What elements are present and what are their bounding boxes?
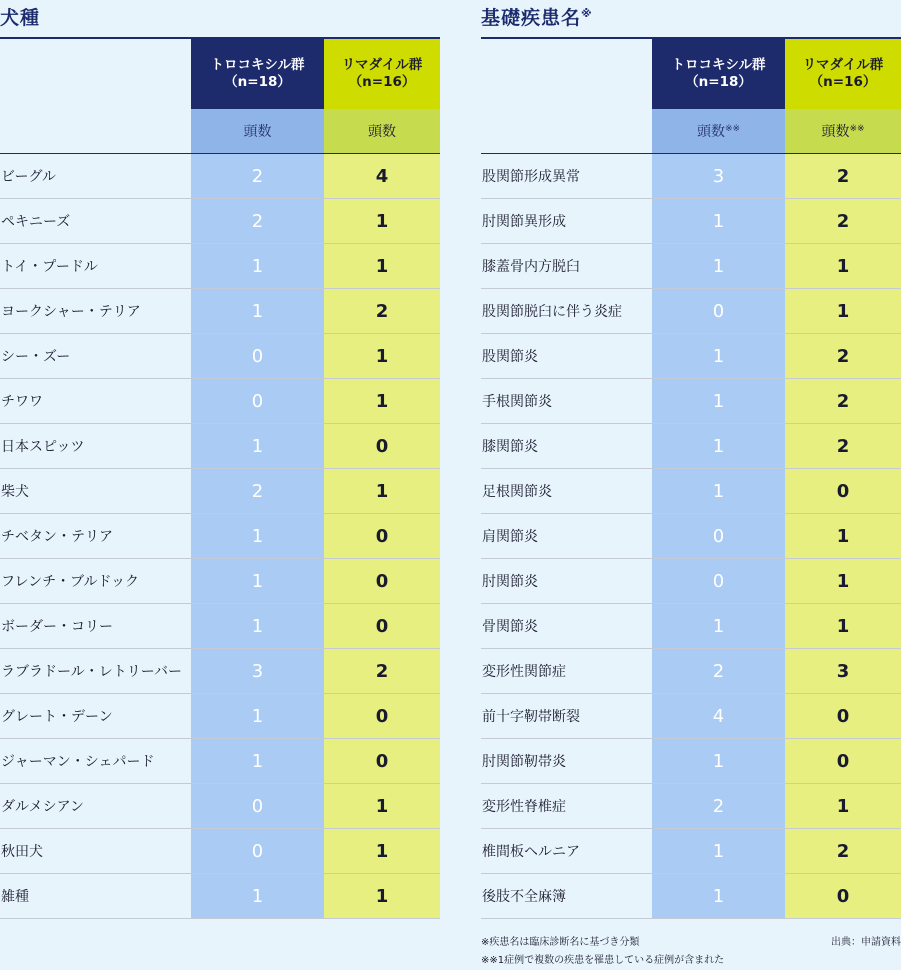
rima-unit-header: 頭数: [324, 109, 440, 154]
troc-count: 1: [191, 244, 324, 289]
rima-count: 0: [785, 694, 901, 739]
rima-count: 2: [785, 334, 901, 379]
troc-count: 1: [191, 874, 324, 919]
row-label: 前十字靭帯断裂: [481, 694, 652, 739]
table-row: [481, 289, 901, 334]
troc-count: 0: [652, 514, 785, 559]
rima-count: 1: [785, 514, 901, 559]
troc-count: 1: [652, 199, 785, 244]
rima-count: 1: [785, 559, 901, 604]
table-row: [0, 289, 440, 334]
rima-group-header: リマダイル群 （n=16）: [324, 39, 440, 109]
rima-unit-header: 頭数※※: [785, 109, 901, 154]
rima-count: 0: [324, 739, 440, 784]
table-row: [0, 469, 440, 514]
row-label: グレート・デーン: [0, 694, 191, 739]
table-row: [0, 784, 440, 829]
row-label: チワワ: [0, 379, 191, 424]
row-label: 股関節形成異常: [481, 154, 652, 199]
troc-count: 1: [652, 244, 785, 289]
rima-count: 1: [324, 829, 440, 874]
row-label: シー・ズー: [0, 334, 191, 379]
rima-count: 0: [785, 469, 901, 514]
disease-section-title: 基礎疾患名※: [481, 7, 593, 29]
breed-table: [0, 37, 440, 919]
table-row: [481, 199, 901, 244]
rima-count: 1: [324, 379, 440, 424]
table-row: [0, 559, 440, 604]
row-label: 膝関節炎: [481, 424, 652, 469]
troc-count: 2: [191, 199, 324, 244]
source-note: 出典：申請資料: [831, 937, 901, 948]
rima-count: 0: [785, 874, 901, 919]
row-label: ジャーマン・シェパード: [0, 739, 191, 784]
table-row: [481, 154, 901, 199]
rima-count: 1: [785, 289, 901, 334]
table-row: [0, 694, 440, 739]
rima-count: 1: [785, 604, 901, 649]
table-row: [481, 469, 901, 514]
breed-table-body: [0, 154, 440, 919]
troc-unit-header: 頭数※※: [652, 109, 785, 154]
rima-count: 0: [324, 424, 440, 469]
rima-count: 0: [324, 604, 440, 649]
row-label: 椎間板ヘルニア: [481, 829, 652, 874]
table-row: [0, 379, 440, 424]
rima-group-header: リマダイル群 （n=16）: [785, 39, 901, 109]
row-label: 肘関節異形成: [481, 199, 652, 244]
row-label: 肘関節靭帯炎: [481, 739, 652, 784]
table-row: [481, 379, 901, 424]
troc-count: 4: [652, 694, 785, 739]
troc-count: 1: [652, 379, 785, 424]
row-label: 柴犬: [0, 469, 191, 514]
row-label: 股関節脱臼に伴う炎症: [481, 289, 652, 334]
rima-count: 1: [785, 784, 901, 829]
row-label: トイ・プードル: [0, 244, 191, 289]
troc-count: 1: [652, 469, 785, 514]
footnotes: [481, 934, 901, 970]
rima-count: 1: [324, 784, 440, 829]
row-label: ボーダー・コリー: [0, 604, 191, 649]
rima-count: 2: [324, 649, 440, 694]
troc-count: 1: [652, 334, 785, 379]
troc-group-header: トロコキシル群 （n=18）: [652, 39, 785, 109]
troc-count: 1: [191, 739, 324, 784]
rima-count: 1: [785, 244, 901, 289]
table-row: [481, 604, 901, 649]
rima-count: 1: [324, 469, 440, 514]
troc-count: 1: [191, 424, 324, 469]
troc-count: 0: [191, 334, 324, 379]
rima-count: 1: [324, 199, 440, 244]
row-label: 肘関節炎: [481, 559, 652, 604]
troc-count: 0: [191, 829, 324, 874]
table-row: [0, 829, 440, 874]
footnote-classification: ※疾患名は臨床診断名に基づき分類: [481, 937, 640, 948]
table-row: [481, 424, 901, 469]
troc-count: 1: [191, 514, 324, 559]
troc-count: 1: [191, 559, 324, 604]
table-row: [481, 694, 901, 739]
troc-count: 1: [191, 694, 324, 739]
troc-count: 3: [191, 649, 324, 694]
table-row: [0, 244, 440, 289]
rima-count: 2: [785, 199, 901, 244]
troc-count: 3: [652, 154, 785, 199]
table-row: [481, 784, 901, 829]
rima-count: 2: [785, 424, 901, 469]
footnote-multiple: ※※1症例で複数の疾患を罹患している症例が含まれた: [481, 955, 725, 966]
table-row: [0, 154, 440, 199]
rima-count: 2: [324, 289, 440, 334]
row-label: 股関節炎: [481, 334, 652, 379]
troc-count: 0: [191, 379, 324, 424]
table-row: [481, 874, 901, 919]
rima-count: 2: [785, 829, 901, 874]
table-row: [0, 199, 440, 244]
table-row: [481, 559, 901, 604]
table-row: [481, 514, 901, 559]
breed-section-title: 犬種: [0, 7, 41, 29]
troc-count: 1: [652, 604, 785, 649]
table-row: [481, 829, 901, 874]
row-label: ヨークシャー・テリア: [0, 289, 191, 334]
troc-count: 0: [191, 784, 324, 829]
troc-count: 1: [652, 874, 785, 919]
rima-count: 2: [785, 154, 901, 199]
rima-count: 0: [324, 559, 440, 604]
row-label: 膝蓋骨内方脱臼: [481, 244, 652, 289]
disease-table-body: [481, 154, 901, 919]
rima-count: 1: [324, 334, 440, 379]
table-row: [0, 604, 440, 649]
row-label: 秋田犬: [0, 829, 191, 874]
table-row: [0, 739, 440, 784]
row-label: 手根関節炎: [481, 379, 652, 424]
row-label: 日本スピッツ: [0, 424, 191, 469]
table-row: [0, 424, 440, 469]
troc-group-header: トロコキシル群 （n=18）: [191, 39, 324, 109]
row-label: 変形性関節症: [481, 649, 652, 694]
row-label: 変形性脊椎症: [481, 784, 652, 829]
troc-count: 1: [652, 739, 785, 784]
disease-table: [481, 37, 901, 919]
rima-count: 0: [324, 694, 440, 739]
row-label: 雑種: [0, 874, 191, 919]
troc-count: 2: [652, 784, 785, 829]
row-label: ダルメシアン: [0, 784, 191, 829]
troc-unit-header: 頭数: [191, 109, 324, 154]
troc-count: 1: [191, 289, 324, 334]
row-label: 後肢不全麻簿: [481, 874, 652, 919]
row-label: フレンチ・ブルドック: [0, 559, 191, 604]
troc-count: 1: [191, 604, 324, 649]
rima-count: 3: [785, 649, 901, 694]
rima-count: 4: [324, 154, 440, 199]
troc-count: 2: [652, 649, 785, 694]
row-label: 肩関節炎: [481, 514, 652, 559]
troc-count: 0: [652, 289, 785, 334]
row-label: ビーグル: [0, 154, 191, 199]
table-row: [0, 334, 440, 379]
row-label: チベタン・テリア: [0, 514, 191, 559]
row-label: 足根関節炎: [481, 469, 652, 514]
row-label: ラブラドール・レトリーバー: [0, 649, 191, 694]
table-row: [481, 334, 901, 379]
troc-count: 1: [652, 424, 785, 469]
troc-count: 1: [652, 829, 785, 874]
rima-count: 1: [324, 874, 440, 919]
table-row: [481, 739, 901, 784]
troc-count: 2: [191, 154, 324, 199]
table-row: [0, 874, 440, 919]
rima-count: 0: [785, 739, 901, 784]
rima-count: 1: [324, 244, 440, 289]
table-row: [0, 514, 440, 559]
rima-count: 0: [324, 514, 440, 559]
table-row: [0, 649, 440, 694]
troc-count: 0: [652, 559, 785, 604]
table-row: [481, 649, 901, 694]
table-row: [481, 244, 901, 289]
rima-count: 2: [785, 379, 901, 424]
row-label: 骨関節炎: [481, 604, 652, 649]
row-label: ペキニーズ: [0, 199, 191, 244]
troc-count: 2: [191, 469, 324, 514]
